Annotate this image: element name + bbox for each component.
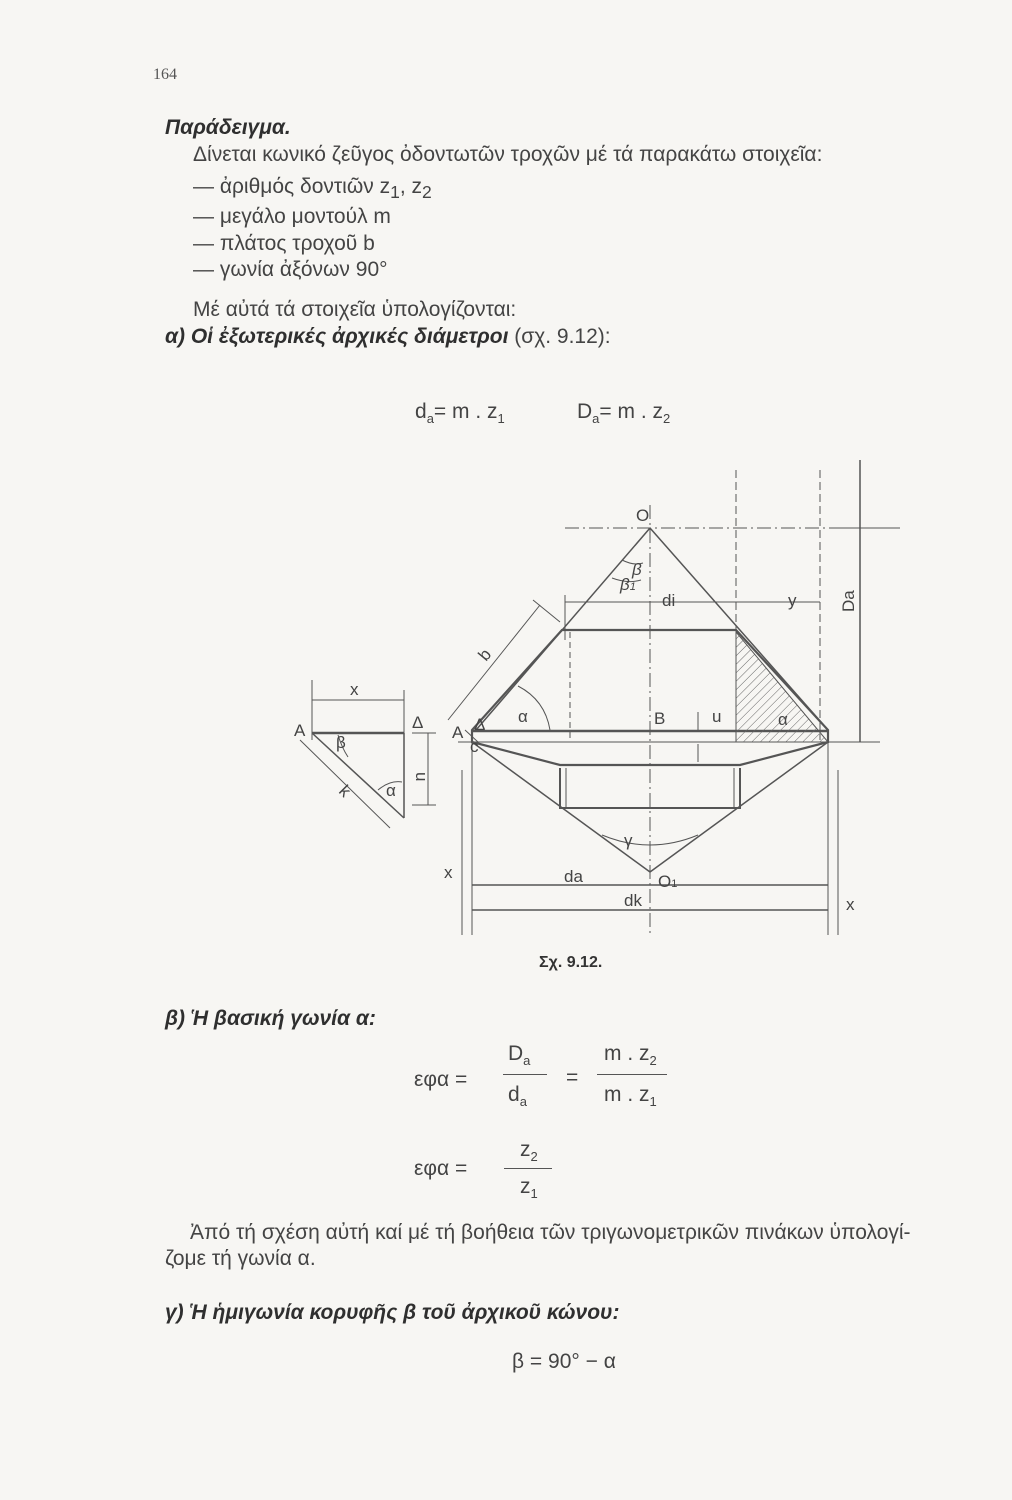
formula-da: $d_a= m$ . $z_1$: [415, 400, 505, 427]
figure-caption: Σχ. 9.12.: [539, 954, 603, 971]
tan-formula-2-den: $z_1$: [520, 1175, 538, 1202]
tan-formula-1-num1: $D_a$: [508, 1042, 531, 1069]
label-o1: O1: [658, 872, 678, 891]
list-item: — μεγάλο μοντούλ m: [193, 205, 391, 228]
label-y: y: [788, 591, 797, 610]
label-di: di: [662, 591, 676, 610]
label-u-left: u: [412, 772, 431, 782]
label-dk: dk: [624, 891, 642, 910]
label-x-right: x: [846, 895, 855, 914]
label-b: b: [474, 645, 496, 665]
label-beta1: β1: [620, 575, 636, 594]
tan-formula-2-num: $z_2$: [520, 1138, 538, 1165]
section-a: α) Οἱ ἐξωτερικές ἀρχικές διάμετροι (σχ. 9.12):: [165, 325, 611, 348]
label-Da: Da: [839, 590, 858, 612]
tan-formula-1-den2: m . $z_1$: [604, 1083, 657, 1110]
paragraph-line-2: ζομε τή γωνία α.: [165, 1247, 316, 1270]
label-beta-left: β: [336, 733, 346, 752]
list-item: — ἀριθμός δοντιῶν $z_1$, $z_2$: [193, 175, 432, 203]
label-x-left: x: [444, 863, 453, 882]
label-o: O: [636, 506, 650, 525]
example-heading: Παράδειγμα.: [165, 116, 291, 139]
label-A-right: A: [452, 723, 464, 742]
label-Delta-right: Δ: [474, 715, 486, 734]
tan-formula-1-num2: m . $z_2$: [604, 1042, 657, 1069]
label-gamma: γ: [624, 831, 633, 850]
label-c: c: [470, 737, 479, 756]
label-k: k: [335, 781, 355, 801]
list-item: — πλάτος τροχοῦ b: [193, 232, 375, 255]
page-number: 164: [153, 66, 177, 83]
intro-text: Δίνεται κωνικό ζεῦγος ὀδοντωτῶν τροχῶν μέ τά παρακάτω στοιχεῖα:: [193, 143, 823, 166]
label-alpha-left: α: [386, 781, 396, 800]
section-c: γ) Ἡ ἡμιγωνία κορυφῆς β τοῦ ἀρχικοῦ κώνου:: [165, 1301, 620, 1324]
label-beta: β: [632, 560, 642, 579]
label-alpha-right: α: [778, 710, 788, 729]
label-Delta-left: Δ: [412, 713, 424, 732]
beta-formula: β = 90° − α: [512, 1350, 616, 1373]
formula-Da: $D_a= m$ . $z_2$: [577, 400, 671, 427]
label-x-top: x: [350, 680, 359, 699]
section-b: β) Ἡ βασική γωνία α:: [165, 1007, 376, 1030]
tan-formula-1-den1: $d_a$: [508, 1083, 527, 1110]
list-item: — γωνία ἀξόνων 90°: [193, 258, 388, 281]
tan-formula-1-eq: =: [566, 1066, 579, 1089]
tan-formula-1-lhs: εφα =: [414, 1068, 468, 1091]
calc-intro: Μέ αὐτά τά στοιχεῖα ὑπολογίζονται:: [193, 298, 517, 321]
label-B: B: [654, 709, 666, 728]
label-alpha: α: [518, 707, 528, 726]
paragraph-line-1: Ἀπό τή σχέση αὐτή καί μέ τή βοήθεια τῶν τριγωνομετρικῶν πινάκων ὑπολογί-: [190, 1221, 911, 1244]
label-u: u: [712, 707, 722, 726]
label-A-left: A: [294, 721, 306, 740]
label-da: da: [564, 867, 583, 886]
tan-formula-2-lhs: εφα =: [414, 1157, 468, 1180]
